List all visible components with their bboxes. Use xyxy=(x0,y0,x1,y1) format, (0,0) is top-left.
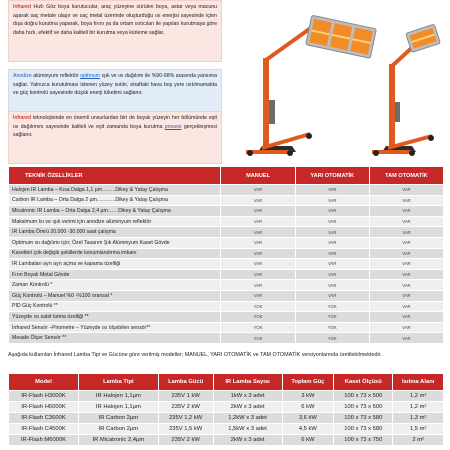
model-cell: 2kW x 3 adet xyxy=(213,435,282,446)
prosesi-keyword: prosesi xyxy=(164,123,182,130)
models-header-lamp-count: IR Lamba Sayısı xyxy=(213,374,282,391)
spec-row xyxy=(9,312,444,323)
model-cell: IR-Flash M6000K xyxy=(9,435,79,446)
model-cell: 4,5 kW xyxy=(282,424,334,435)
model-cell: 235V 2 kW xyxy=(158,435,213,446)
spec-value: VAR xyxy=(295,185,369,196)
spec-value: VAR xyxy=(295,227,369,238)
spec-value: VAR xyxy=(369,206,443,217)
spec-value: YOK xyxy=(221,322,295,333)
spec-value: VAR xyxy=(369,290,443,301)
model-row xyxy=(9,391,444,402)
spec-row xyxy=(9,290,444,301)
infrared-keyword-2: İnfrared xyxy=(13,115,31,121)
model-cell: 100 x 73 x 500 xyxy=(334,402,393,413)
spec-value: VAR xyxy=(295,195,369,206)
model-cell: IR Halojen 1,1µm xyxy=(78,391,158,402)
spec-value: VAR xyxy=(221,280,295,291)
intro-paragraph-1 xyxy=(8,0,222,62)
models-header-model: Model xyxy=(9,374,79,391)
model-cell: 1,2kW x 3 adet xyxy=(213,413,282,424)
spec-value: VAR xyxy=(369,322,443,333)
spec-feature: Mesafe Ölçer Sensör ** xyxy=(9,333,221,344)
spec-value: VAR xyxy=(295,206,369,217)
spec-value: VAR xyxy=(221,259,295,270)
spec-row xyxy=(9,333,444,344)
model-cell: 3,6 kW xyxy=(282,413,334,424)
model-cell: 2kW x 3 adet xyxy=(213,402,282,413)
spec-row xyxy=(9,206,444,217)
spec-row xyxy=(9,185,444,196)
model-cell: 1,5kW x 3 adet xyxy=(213,424,282,435)
spec-value: VAR xyxy=(295,248,369,259)
model-cell: IR Micatronic 2,4µm xyxy=(78,435,158,446)
model-cell: 235V 1,5 kW xyxy=(158,424,213,435)
spec-feature: Yüzeyde ısı sabit tutma özelliği ** xyxy=(9,312,221,323)
spec-value: VAR xyxy=(369,333,443,344)
spec-value: VAR xyxy=(221,185,295,196)
model-cell: 1,2 m² xyxy=(393,391,444,402)
models-header-lamp-power: Lamba Gücü xyxy=(158,374,213,391)
spec-value: VAR xyxy=(221,248,295,259)
spec-value: VAR xyxy=(221,195,295,206)
model-cell: 1,3 m² xyxy=(393,413,444,424)
spec-feature: Optimum ısı dağılımı için; Özel Tasarım Şık Alüminyum Kaset Gövde xyxy=(9,237,221,248)
spec-value: VAR xyxy=(369,301,443,312)
spec-value: VAR xyxy=(295,290,369,301)
spec-value: VAR xyxy=(369,185,443,196)
model-cell: IR-Flash C4500K xyxy=(9,424,79,435)
spec-value: VAR xyxy=(221,216,295,227)
model-cell: 100 x 73 x 580 xyxy=(334,424,393,435)
model-cell: 6 kW xyxy=(282,402,334,413)
model-cell: IR Carbon 2µm xyxy=(78,413,158,424)
spec-value: YOK xyxy=(221,301,295,312)
model-cell: IR Carbon 2µm xyxy=(78,424,158,435)
spec-value: YOK xyxy=(295,301,369,312)
spec-value: VAR xyxy=(295,259,369,270)
spec-value: VAR xyxy=(295,237,369,248)
spec-table xyxy=(8,166,444,344)
spec-row xyxy=(9,248,444,259)
intro-paragraph-1-text: Hızlı Göz boya kurutucular, araç yüzeyine sürülen boya, astar veya macunu aşarak saç metale ulaşır ve saç metal üzerinde oluşturduğu ısı enerjisi sayesinde içten dışa doğru kurutma yaparak, boya fırını ya da ortam ısıtıcıları ile yapılan kurutmaya göre daha hızlı, efektif ve daha kaliteli bir kurutma veya kürleme sağlar. xyxy=(13,4,217,37)
spec-value: VAR xyxy=(369,280,443,291)
model-cell: 1,2 m² xyxy=(393,402,444,413)
spec-value: VAR xyxy=(221,269,295,280)
models-note: Aşağıda kullanılan İnfrared Lamba Tipi ve Gücüne göre verilmiş modeller; MANUEL, YARI OTOMATİK ve TAM OTOMATİK versiyonlarında üretilebilmektedir. xyxy=(8,352,382,358)
spec-value: VAR xyxy=(295,216,369,227)
spec-value: VAR xyxy=(369,248,443,259)
spec-feature: IR Lamba Ömrü 20.000 -30.000 saat çalışma xyxy=(9,227,221,238)
anodize-keyword: Anodize xyxy=(13,73,32,79)
spec-value: VAR xyxy=(221,227,295,238)
spec-value: VAR xyxy=(221,237,295,248)
spec-value: YOK xyxy=(295,312,369,323)
spec-row xyxy=(9,227,444,238)
model-cell: IR-Flash H6000K xyxy=(9,402,79,413)
model-cell: 100 x 73 x 580 xyxy=(334,413,393,424)
spec-row xyxy=(9,237,444,248)
intro-paragraph-2-text: alüminyum reflektör xyxy=(31,73,81,79)
spec-feature: IR Lambaları ayrı ayrı açma ve kapama özelliği xyxy=(9,259,221,270)
spec-value: VAR xyxy=(369,227,443,238)
spec-value: YOK xyxy=(295,333,369,344)
model-row xyxy=(9,402,444,413)
model-cell: 235V 1,2 kW xyxy=(158,413,213,424)
intro-paragraph-2-rest: ışık ve ısı dağılımı ile %90-98% arasında yansıma sağlar. Yalnızca kurutulması istenen yüzey ısıtılır, etraftaki hava boş yere ısıtılmamakta ve güç kontrolü sayesinde düşük enerji tüketimi sağlanır. xyxy=(13,73,217,97)
model-cell: 6 kW xyxy=(282,435,334,446)
model-cell: 235V 2 kW xyxy=(158,402,213,413)
spec-value: VAR xyxy=(221,290,295,301)
spec-feature: Zaman Kontrolü * xyxy=(9,280,221,291)
model-row xyxy=(9,413,444,424)
spec-value: VAR xyxy=(369,312,443,323)
model-cell: IR-Flash H3000K xyxy=(9,391,79,402)
optimum-keyword: optimum xyxy=(80,73,100,79)
spec-value: YOK xyxy=(221,333,295,344)
intro-paragraph-3-end: gerçekleşmesi sağlanır. xyxy=(13,123,217,139)
spec-value: VAR xyxy=(369,259,443,270)
intro-paragraph-3 xyxy=(8,111,222,164)
infrared-keyword: Infrared xyxy=(13,4,31,10)
model-cell: 3 kW xyxy=(282,391,334,402)
spec-row xyxy=(9,259,444,270)
product-triple-lamp-unit xyxy=(246,15,376,156)
models-table xyxy=(8,373,444,446)
spec-value: VAR xyxy=(369,195,443,206)
spec-feature: Micatronic IR Lamba – Orta Dalga 2,4 µm……Dikey & Yatay Çalışma xyxy=(9,206,221,217)
product-images xyxy=(232,2,446,162)
model-row xyxy=(9,435,444,446)
spec-header-manual: MANUEL xyxy=(221,167,295,185)
spec-feature: İnfrared Sensör –Pirometre – Yüzeyde ısı ölçebilen sensör** xyxy=(9,322,221,333)
model-cell: 2 m² xyxy=(393,435,444,446)
model-cell: 1kW x 3 adet xyxy=(213,391,282,402)
model-cell: 235V 1 kW xyxy=(158,391,213,402)
product-single-lamp-unit xyxy=(372,24,440,156)
spec-value: YOK xyxy=(221,312,295,323)
models-header-cassette-size: Kaset Ölçüsü xyxy=(334,374,393,391)
model-cell: 100 x 73 x 500 xyxy=(334,391,393,402)
spec-row xyxy=(9,216,444,227)
spec-feature: Carbon IR Lamba – Orta Dalga 2 µm………..Dikey & Yatay Çalışma xyxy=(9,195,221,206)
spec-feature: Halojen IR Lamba – Kısa Dalga 1,1 µm……..Dikey & Yatay Çalışma xyxy=(9,185,221,196)
spec-value: VAR xyxy=(369,237,443,248)
spec-value: VAR xyxy=(221,206,295,217)
spec-header-features: TEKNİK ÖZELLİKLER xyxy=(9,167,221,185)
spec-row xyxy=(9,322,444,333)
spec-row xyxy=(9,301,444,312)
models-header-lamp-type: Lamba Tipi xyxy=(78,374,158,391)
model-cell: IR-Flash C3600K xyxy=(9,413,79,424)
spec-value: VAR xyxy=(369,269,443,280)
spec-feature: Güç Kontrolü – Manuel %0 -%100 oransal * xyxy=(9,290,221,301)
model-row xyxy=(9,424,444,435)
spec-row xyxy=(9,280,444,291)
spec-value: YOK xyxy=(295,322,369,333)
spec-value: VAR xyxy=(295,269,369,280)
spec-header-semi-auto: YARI OTOMATİK xyxy=(295,167,369,185)
spec-row xyxy=(9,195,444,206)
spec-feature: PID Güç Kontrolü ** xyxy=(9,301,221,312)
spec-row xyxy=(9,269,444,280)
spec-value: VAR xyxy=(369,216,443,227)
models-header-total-power: Toplam Güç xyxy=(282,374,334,391)
model-cell: 1,5 m² xyxy=(393,424,444,435)
intro-paragraph-3-text: teknolojisinde en önemli unsurlardan biri de boyalı yüzeyin her bölümünde eşit ısı dağılımını sayesinde kaliteli ve eşit zamanda boya kurutma xyxy=(13,115,217,130)
spec-value: VAR xyxy=(295,280,369,291)
spec-feature: Fırın Boyalı Metal Gövde xyxy=(9,269,221,280)
spec-header-full-auto: TAM OTOMATİK xyxy=(369,167,443,185)
model-cell: 100 x 73 x 750 xyxy=(334,435,393,446)
spec-feature: Maksimum Isı ve ışık verimi için anodize alüminyum reflektör xyxy=(9,216,221,227)
spec-feature: Kasetleri çok değişik şekillerde konumlandırma imkanı xyxy=(9,248,221,259)
model-cell: IR Halojen 1,1µm xyxy=(78,402,158,413)
models-header-heating-area: Isıtma Alanı xyxy=(393,374,444,391)
